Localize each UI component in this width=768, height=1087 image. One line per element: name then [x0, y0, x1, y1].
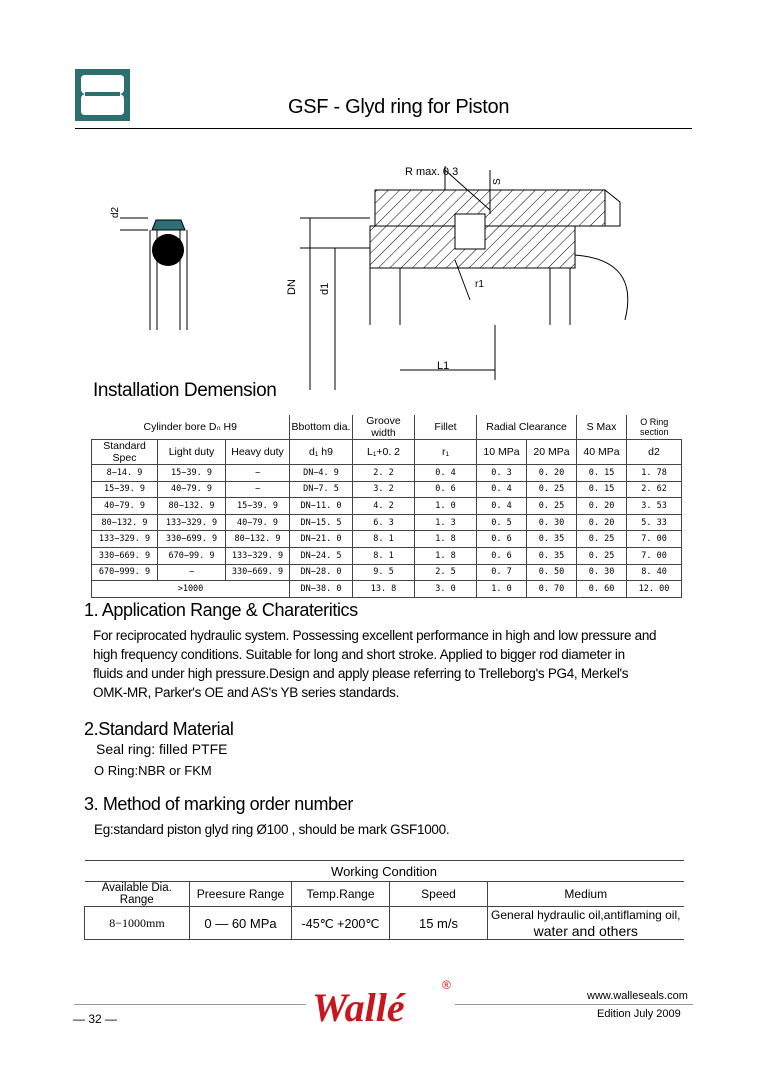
page-number: — 32 —: [73, 1012, 118, 1026]
table-cell: 6. 3: [353, 514, 415, 531]
wc-hdr-speed: Speed: [390, 882, 488, 907]
marking-text: Eg:standard piston glyd ring Ø100 , should be mark GSF1000.: [94, 822, 450, 837]
hdr-fillet: Fillet: [415, 415, 477, 440]
table-cell: 0. 25: [527, 498, 577, 515]
label-r1: r1: [475, 279, 484, 290]
table-cell: 133−329. 9: [158, 514, 226, 531]
wc-hdr-pressure: Preesure Range: [190, 882, 292, 907]
wc-medium-line2: water and others: [533, 923, 638, 939]
wc-hdr-dia: Available Dia. Range: [85, 882, 190, 907]
table-cell: 0. 4: [415, 465, 477, 482]
working-condition-table: [84, 860, 684, 940]
application-line: high frequency conditions. Suitable for long and short stroke. Applied to bigger rod diameter in: [93, 647, 625, 662]
table-cell: 1. 0: [477, 581, 527, 598]
label-d1: d1: [319, 282, 331, 295]
table-row: [92, 564, 682, 581]
cell-range-over-1000: >1000: [92, 581, 290, 598]
table-cell: DN−24. 5: [290, 547, 353, 564]
housing-section: [286, 166, 628, 390]
table-cell: 3. 53: [627, 498, 682, 515]
installation-drawing: [100, 150, 640, 390]
seal-section: [110, 206, 187, 330]
table-cell: 80−132. 9: [226, 531, 290, 548]
label-d2: d2: [110, 206, 121, 218]
brand-logo-icon: [75, 69, 130, 121]
table-cell: 8. 40: [627, 564, 682, 581]
table-cell: 0. 30: [577, 564, 627, 581]
table-row: [92, 531, 682, 548]
table-cell: 133−329. 9: [226, 547, 290, 564]
table-cell: 0. 15: [577, 481, 627, 498]
table-cell: 1. 3: [415, 514, 477, 531]
footer-edition: Edition July 2009: [597, 1008, 681, 1020]
table-cell: 330−699. 9: [158, 531, 226, 548]
hdr-light-duty: Light duty: [158, 440, 226, 465]
page-title: GSF - Glyd ring for Piston: [288, 96, 510, 118]
table-cell: DN−28. 0: [290, 564, 353, 581]
table-cell: 0. 3: [477, 465, 527, 482]
table-cell: 8−14. 9: [92, 465, 158, 482]
hdr-standard-spec: Standard Spec: [92, 440, 158, 465]
table-cell: 330−669. 9: [92, 547, 158, 564]
table-cell: 0. 20: [527, 465, 577, 482]
application-heading: 1. Application Range & Charateritics: [84, 600, 358, 620]
wc-hdr-medium: Medium: [488, 882, 684, 907]
table-cell: 2. 2: [353, 465, 415, 482]
table-cell: 15−39. 9: [92, 481, 158, 498]
hdr-10mpa: 10 MPa: [477, 440, 527, 465]
application-line: fluids and under high pressure.Design and apply please referring to Trelleborg's PG4, Merkel's: [93, 666, 629, 681]
material-seal: Seal ring: filled PTFE: [96, 741, 228, 757]
table-cell: 15−39. 9: [226, 498, 290, 515]
table-cell: 0. 35: [527, 531, 577, 548]
hdr-heavy-duty: Heavy duty: [226, 440, 290, 465]
table-cell: 0. 30: [527, 514, 577, 531]
label-s: S: [492, 178, 503, 185]
table-cell: DN−15. 5: [290, 514, 353, 531]
application-text: [93, 626, 693, 702]
wc-medium: [488, 907, 684, 940]
hdr-groove-width: Groove width: [353, 415, 415, 440]
walle-brand-logo: Wallé: [312, 985, 405, 1030]
table-cell: 1. 78: [627, 465, 682, 482]
table-cell: −: [226, 481, 290, 498]
table-cell: 9. 5: [353, 564, 415, 581]
hdr-20mpa: 20 MPa: [527, 440, 577, 465]
table-row: [92, 547, 682, 564]
marking-heading: 3. Method of marking order number: [84, 794, 353, 814]
table-cell: 40−79. 9: [92, 498, 158, 515]
hdr-o-ring-section: O Ring section: [627, 415, 682, 440]
table-cell: 15−39. 9: [158, 465, 226, 482]
installation-table: [91, 415, 682, 598]
material-heading: 2.Standard Material: [84, 719, 234, 739]
table-cell: 40−79. 9: [226, 514, 290, 531]
table-cell: 1. 8: [415, 531, 477, 548]
title-divider: [75, 128, 692, 129]
table-cell: 670−999. 9: [92, 564, 158, 581]
table-cell: 8. 1: [353, 531, 415, 548]
table-cell: 80−132. 9: [92, 514, 158, 531]
table-cell: 3. 2: [353, 481, 415, 498]
table-cell: 0. 25: [527, 481, 577, 498]
wc-hdr-temp: Temp.Range: [292, 882, 390, 907]
table-cell: 4. 2: [353, 498, 415, 515]
table-cell: 0. 4: [477, 481, 527, 498]
table-cell: DN−11. 0: [290, 498, 353, 515]
table-cell: DN−4. 9: [290, 465, 353, 482]
table-cell: 0. 6: [477, 531, 527, 548]
table-cell: 0. 7: [477, 564, 527, 581]
table-cell: 0. 20: [577, 514, 627, 531]
table-cell: 7. 00: [627, 547, 682, 564]
table-cell: 0. 15: [577, 465, 627, 482]
table-cell: 8. 1: [353, 547, 415, 564]
table-cell: 0. 4: [477, 498, 527, 515]
table-cell: DN−38. 0: [290, 581, 353, 598]
table-cell: 7. 00: [627, 531, 682, 548]
application-line: For reciprocated hydraulic system. Possessing excellent performance in high and low pressure and: [93, 628, 657, 643]
table-cell: 40−79. 9: [158, 481, 226, 498]
table-cell: 133−329. 9: [92, 531, 158, 548]
label-l1: L1: [437, 360, 450, 372]
working-title: Working Condition: [85, 861, 684, 882]
table-row: [92, 481, 682, 498]
table-cell: 13. 8: [353, 581, 415, 598]
table-cell: −: [158, 564, 226, 581]
table-cell: 2. 62: [627, 481, 682, 498]
wc-speed: 15 m/s: [390, 907, 488, 940]
installation-heading: Installation Demension: [93, 380, 277, 401]
table-cell: 3. 0: [415, 581, 477, 598]
wc-medium-line1: General hydraulic oil,antiflaming oil,: [491, 908, 681, 922]
application-line: OMK-MR, Parker's OE and AS's YB series standards.: [93, 685, 400, 700]
table-cell: 0. 6: [477, 547, 527, 564]
table-cell: 0. 50: [527, 564, 577, 581]
table-cell: 0. 25: [577, 531, 627, 548]
table-cell: 0. 25: [577, 547, 627, 564]
footer-url: www.walleseals.com: [587, 990, 688, 1002]
table-cell: 330−669. 9: [226, 564, 290, 581]
wc-temp: -45℃ +200℃: [292, 907, 390, 940]
table-cell: 670−99. 9: [158, 547, 226, 564]
hdr-d2: d2: [627, 440, 682, 465]
table-cell: 5. 33: [627, 514, 682, 531]
table-cell: 0. 5: [477, 514, 527, 531]
label-dn: DN: [286, 279, 298, 295]
table-row: [92, 514, 682, 531]
wc-pressure: 0 — 60 MPa: [190, 907, 292, 940]
table-cell: 80−132. 9: [158, 498, 226, 515]
table-row: [92, 465, 682, 482]
table-cell: 1. 0: [415, 498, 477, 515]
table-cell: 1. 8: [415, 547, 477, 564]
table-cell: 0. 20: [577, 498, 627, 515]
material-oring: O Ring:NBR or FKM: [94, 763, 212, 778]
table-cell: −: [226, 465, 290, 482]
hdr-r1: r₁: [415, 440, 477, 465]
hdr-d1-h9: d₁ h9: [290, 440, 353, 465]
wc-dia-range: 8−1000mm: [85, 907, 190, 940]
table-cell: 0. 70: [527, 581, 577, 598]
hdr-40mpa: 40 MPa: [577, 440, 627, 465]
footer-rule-left: [74, 1004, 306, 1005]
table-cell: DN−7. 5: [290, 481, 353, 498]
table-cell: 12. 00: [627, 581, 682, 598]
hdr-l1: L₁+0. 2: [353, 440, 415, 465]
hdr-radial-clearance: Radial Clearance: [477, 415, 577, 440]
table-row: [92, 498, 682, 515]
registered-mark: ®: [442, 978, 451, 992]
table-cell: 0. 6: [415, 481, 477, 498]
table-cell: 0. 60: [577, 581, 627, 598]
table-cell: DN−21. 0: [290, 531, 353, 548]
label-r-max: R max. 0.3: [405, 166, 459, 178]
table-cell: 0. 35: [527, 547, 577, 564]
footer-rule-right: [455, 1004, 693, 1005]
hdr-cylinder-bore: Cylinder bore Dₙ H9: [92, 415, 290, 440]
hdr-s-max: S Max: [577, 415, 627, 440]
hdr-bottom-dia: Bbottom dia.: [290, 415, 353, 440]
table-cell: 2. 5: [415, 564, 477, 581]
